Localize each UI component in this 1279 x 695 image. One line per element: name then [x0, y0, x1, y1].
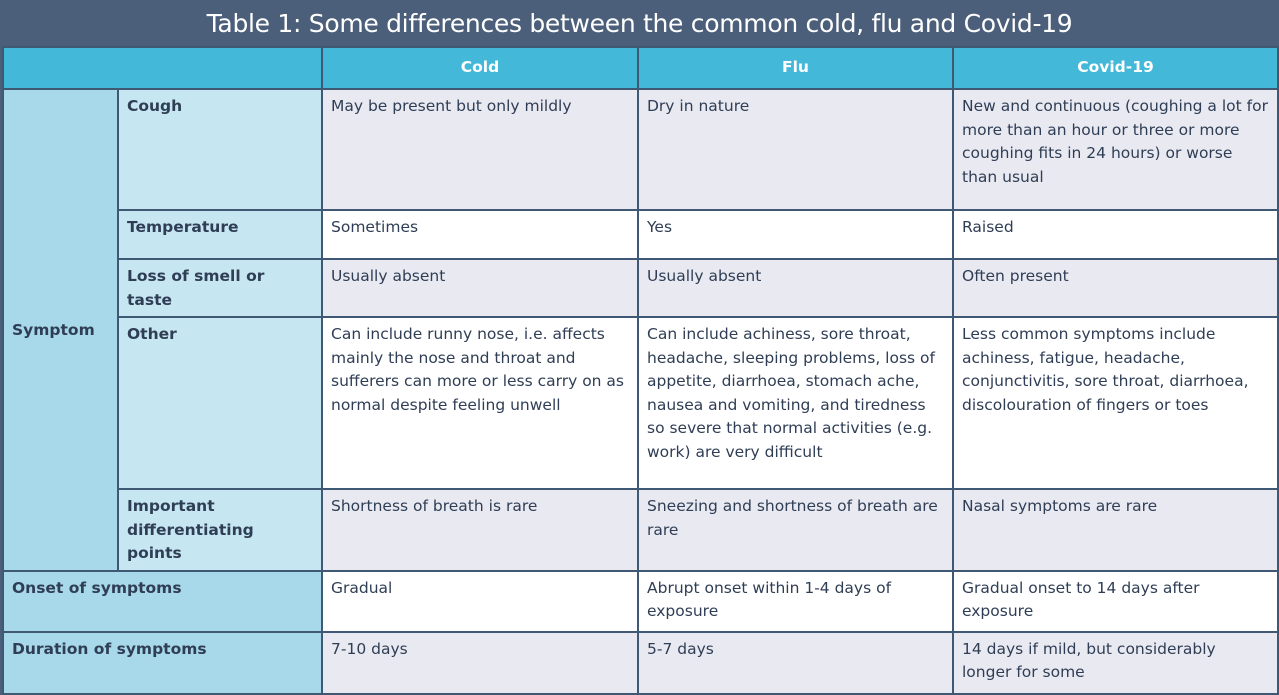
- symptom-group-label: Symptom: [3, 89, 118, 571]
- cell-flu: Can include achiness, sore throat, headache, sleeping problems, loss of appetite, diarrhoea, stomach ache, nausea and vomiting, and tiredness so severe that normal activities (e.g. work) are very difficult: [638, 317, 953, 489]
- cell-covid: Gradual onset to 14 days after exposure: [953, 571, 1278, 632]
- row-label: Cough: [118, 89, 322, 210]
- cell-cold: Shortness of breath is rare: [322, 489, 638, 571]
- cell-cold: May be present but only mildly: [322, 89, 638, 210]
- table-row-onset: [3, 571, 1278, 632]
- row-label: Onset of symptoms: [3, 571, 322, 632]
- column-header-flu: Flu: [638, 47, 953, 89]
- cell-covid: New and continuous (coughing a lot for more than an hour or three or more coughing fits in 24 hours) or worse than usual: [953, 89, 1278, 210]
- cell-flu: Abrupt onset within 1-4 days of exposure: [638, 571, 953, 632]
- cell-covid: Nasal symptoms are rare: [953, 489, 1278, 571]
- row-label: Other: [118, 317, 322, 489]
- cell-cold: Usually absent: [322, 259, 638, 317]
- cell-covid: 14 days if mild, but considerably longer for some: [953, 632, 1278, 694]
- header-corner: [3, 47, 322, 89]
- table-row-duration: [3, 632, 1278, 694]
- comparison-table: [2, 46, 1279, 695]
- table-row-smell-taste: [3, 259, 1278, 317]
- row-label: Important differentiating points: [118, 489, 322, 571]
- row-label: Duration of symptoms: [3, 632, 322, 694]
- table-row-differentiating: [3, 489, 1278, 571]
- cell-flu: Usually absent: [638, 259, 953, 317]
- cell-covid: Raised: [953, 210, 1278, 259]
- table-row-other: [3, 317, 1278, 489]
- cell-covid: Less common symptoms include achiness, fatigue, headache, conjunctivitis, sore throat, diarrhoea, discolouration of fingers or toes: [953, 317, 1278, 489]
- table-row-temperature: [3, 210, 1278, 259]
- cell-covid: Often present: [953, 259, 1278, 317]
- table-row-cough: [3, 89, 1278, 210]
- cell-cold: 7-10 days: [322, 632, 638, 694]
- cell-cold: Can include runny nose, i.e. affects mainly the nose and throat and sufferers can more or less carry on as normal despite feeling unwell: [322, 317, 638, 489]
- cell-cold: Gradual: [322, 571, 638, 632]
- header-row: [3, 47, 1278, 89]
- cell-flu: 5-7 days: [638, 632, 953, 694]
- row-label: Temperature: [118, 210, 322, 259]
- column-header-cold: Cold: [322, 47, 638, 89]
- row-label: Loss of smell or taste: [118, 259, 322, 317]
- cell-flu: Yes: [638, 210, 953, 259]
- table-title: Table 1: Some differences between the common cold, flu and Covid-19: [206, 9, 1073, 38]
- column-header-covid: Covid-19: [953, 47, 1278, 89]
- cell-flu: Sneezing and shortness of breath are rare: [638, 489, 953, 571]
- cell-flu: Dry in nature: [638, 89, 953, 210]
- cell-cold: Sometimes: [322, 210, 638, 259]
